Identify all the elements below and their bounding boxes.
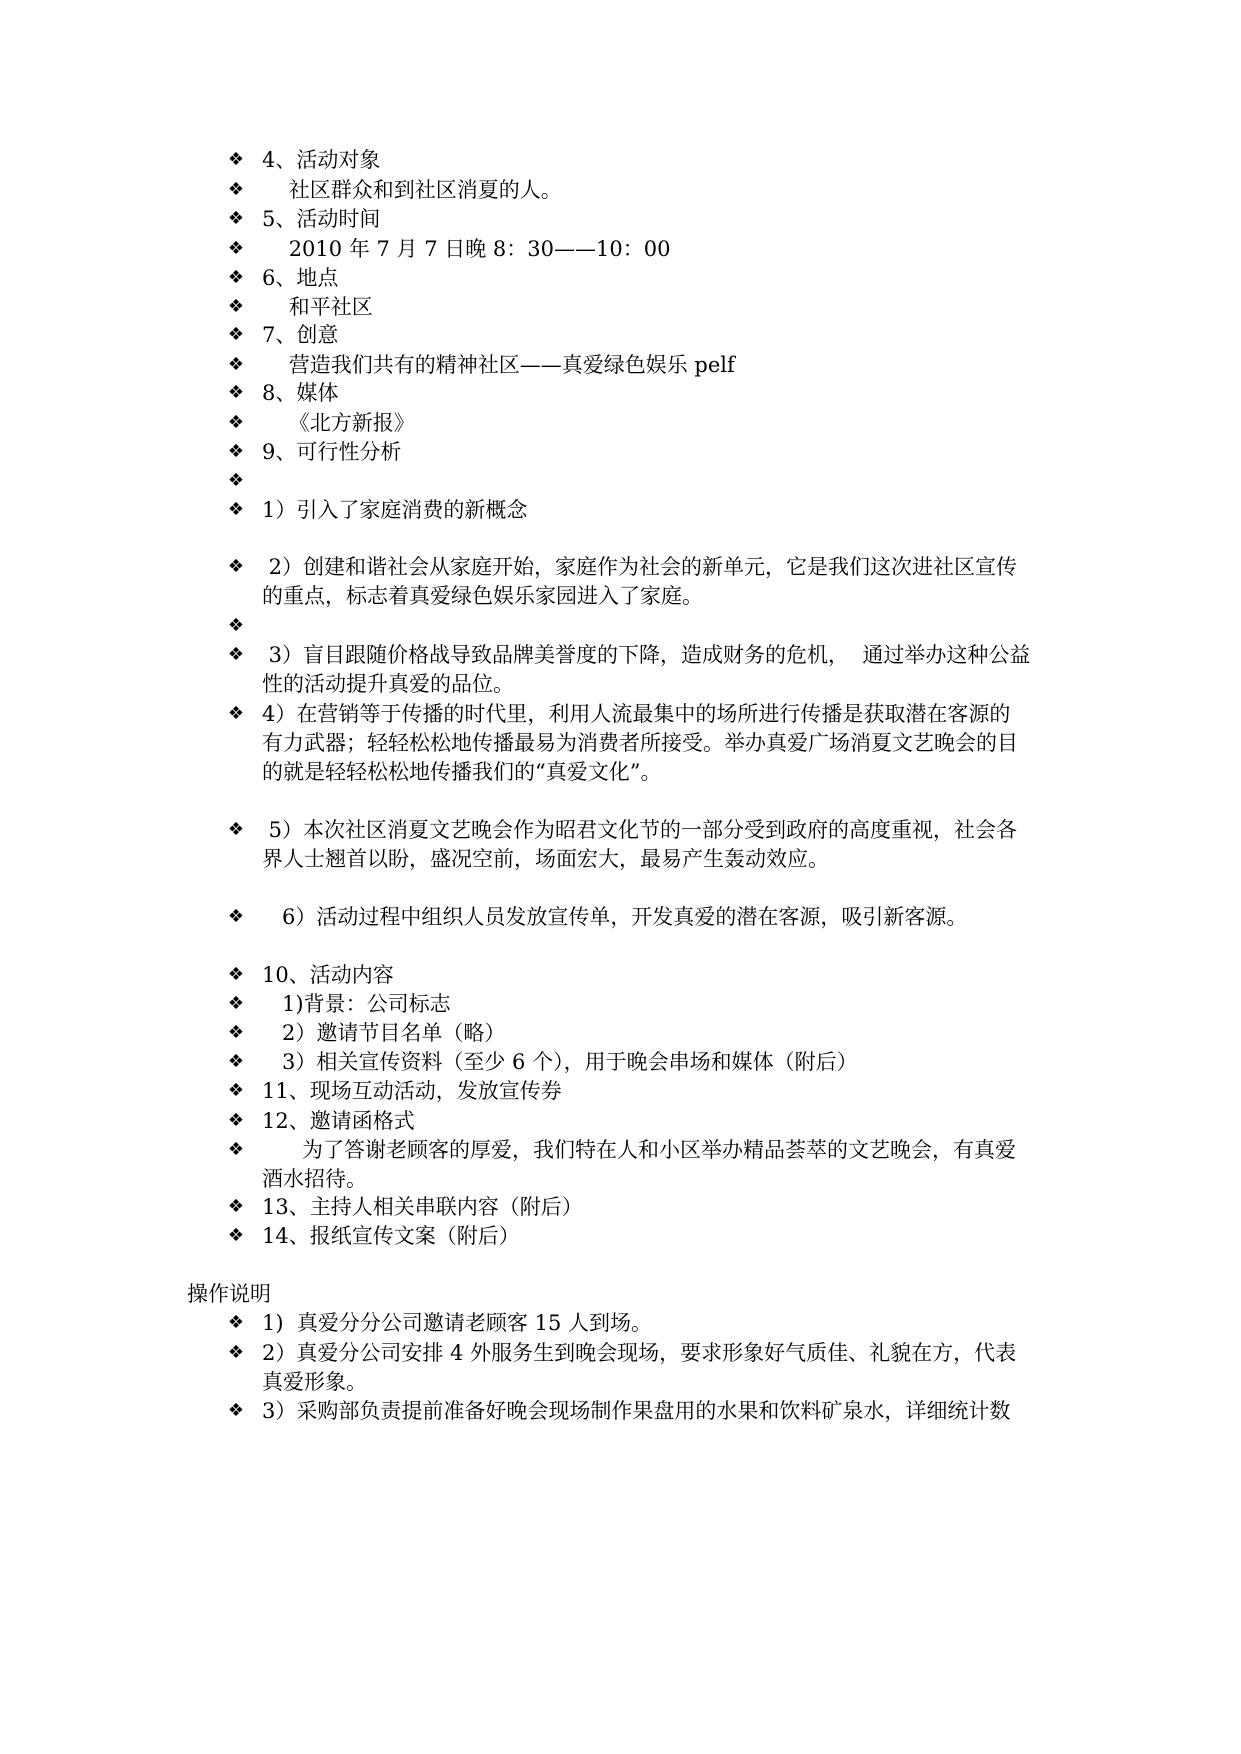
section-heading: 操作说明 <box>187 1282 271 1306</box>
bullet-icon: ❖ <box>227 324 245 345</box>
bullet-icon: ❖ <box>227 1312 245 1333</box>
list-item-text: 1）引入了家庭消费的新概念 <box>262 498 528 522</box>
list-item-text: 3）盲目跟随价格战导致品牌美誉度的下降，造成财务的危机， 通过举办这种公益 <box>262 643 1031 667</box>
list-item-text: 6）活动过程中组织人员发放宣传单，开发真爱的潜在客源，吸引新客源。 <box>262 905 968 929</box>
list-item <box>0 698 1241 793</box>
list-item-text: 有力武器；轻轻松松地传播最易为消费者所接受。举办真爱广场消夏文艺晚会的目 <box>262 731 1018 755</box>
bullet-icon: ❖ <box>227 1022 245 1043</box>
bullet-icon: ❖ <box>227 412 245 433</box>
list-item-text: 界人士翘首以盼，盛况空前，场面宏大，最易产生轰动效应。 <box>262 847 829 871</box>
bullet-icon: ❖ <box>227 1110 245 1131</box>
list-item-text: 3）相关宣传资料（至少 6 个），用于晚会串场和媒体（附后） <box>262 1050 858 1074</box>
bullet-icon: ❖ <box>227 819 245 840</box>
list-item <box>0 1220 1241 1257</box>
list-item-text: 5、活动时间 <box>262 207 381 231</box>
list-item-text: 2）创建和谐社会从家庭开始，家庭作为社会的新单元，它是我们这次进社区宣传 <box>262 555 1018 579</box>
operation-item <box>0 1337 1241 1403</box>
list-item-text: 营造我们共有的精神社区——真爱绿色娱乐 pelf <box>262 353 735 377</box>
bullet-icon: ❖ <box>227 1342 245 1363</box>
list-item-text: 8、媒体 <box>262 381 339 405</box>
bullet-icon: ❖ <box>227 993 245 1014</box>
bullet-icon: ❖ <box>227 1051 245 1072</box>
bullet-icon: ❖ <box>227 906 245 927</box>
list-item-text: 为了答谢老顾客的厚爱，我们特在人和小区举办精品荟萃的文艺晚会，有真爱 <box>262 1138 1017 1162</box>
list-item <box>0 494 1241 531</box>
bullet-icon: ❖ <box>227 499 245 520</box>
list-item-text: 的重点，标志着真爱绿色娱乐家园进入了家庭。 <box>262 584 703 608</box>
list-item-text: 9、可行性分析 <box>262 440 402 464</box>
bullet-icon: ❖ <box>227 470 245 491</box>
list-item-text: 真爱形象。 <box>262 1370 367 1394</box>
list-item-text: 13、主持人相关串联内容（附后） <box>262 1195 583 1219</box>
bullet-icon: ❖ <box>227 615 245 636</box>
list-item-text: 2）真爱分公司安排 4 外服务生到晚会现场，要求形象好气质佳、礼貌在方，代表 <box>262 1341 1017 1365</box>
bullet-icon: ❖ <box>227 1196 245 1217</box>
bullet-icon: ❖ <box>227 644 245 665</box>
list-item <box>0 901 1241 938</box>
list-item-text: 1) 真爱分分公司邀请老顾客 15 人到场。 <box>262 1311 652 1335</box>
bullet-icon: ❖ <box>227 382 245 403</box>
list-item-text: 和平社区 <box>262 295 373 319</box>
list-item-text: 3）采购部负责提前准备好晚会现场制作果盘用的水果和饮料矿泉水，详细统计数 <box>262 1399 1011 1423</box>
list-item <box>0 814 1241 880</box>
bullet-icon: ❖ <box>227 179 245 200</box>
list-item-text: 《北方新报》 <box>262 411 415 435</box>
list-item-text: 5）本次社区消夏文艺晚会作为昭君文化节的一部分受到政府的高度重视，社会各 <box>262 818 1018 842</box>
bullet-icon: ❖ <box>227 238 245 259</box>
bullet-icon: ❖ <box>227 556 245 577</box>
bullet-icon: ❖ <box>227 1225 245 1246</box>
list-item-text: 社区群众和到社区消夏的人。 <box>262 178 562 202</box>
bullet-icon: ❖ <box>227 964 245 985</box>
list-item-text: 10、活动内容 <box>262 963 394 987</box>
list-item-text: 6、地点 <box>262 266 339 290</box>
list-item-text: 的就是轻轻松松地传播我们的“真爱文化”。 <box>262 760 662 784</box>
bullet-icon: ❖ <box>227 296 245 317</box>
list-item <box>0 551 1241 617</box>
bullet-icon: ❖ <box>227 703 245 724</box>
list-item-text: 酒水招待。 <box>262 1167 367 1191</box>
bullet-icon: ❖ <box>227 208 245 229</box>
list-item-text: 性的活动提升真爱的品位。 <box>262 672 514 696</box>
bullet-icon: ❖ <box>227 267 245 288</box>
operation-item <box>0 1395 1241 1432</box>
bullet-icon: ❖ <box>227 149 245 170</box>
list-item <box>0 639 1241 705</box>
list-item-text: 1)背景：公司标志 <box>262 992 451 1016</box>
bullet-icon: ❖ <box>227 441 245 462</box>
list-item-text: 7、创意 <box>262 323 339 347</box>
list-item-text: 14、报纸宣传文案（附后） <box>262 1224 520 1248</box>
bullet-icon: ❖ <box>227 1400 245 1421</box>
bullet-icon: ❖ <box>227 1080 245 1101</box>
bullet-icon: ❖ <box>227 1139 245 1160</box>
bullet-icon: ❖ <box>227 354 245 375</box>
list-item-text: 12、邀请函格式 <box>262 1109 415 1133</box>
list-item-text: 11、现场互动活动，发放宣传券 <box>262 1079 562 1103</box>
list-item-text: 2010 年 7 月 7 日晚 8：30——10：00 <box>262 237 671 261</box>
list-item-text: 4、活动对象 <box>262 148 381 172</box>
list-item-text: 4）在营销等于传播的时代里，利用人流最集中的场所进行传播是获取潜在客源的 <box>262 702 1011 726</box>
list-item-text: 2）邀请节目名单（略） <box>262 1021 506 1045</box>
